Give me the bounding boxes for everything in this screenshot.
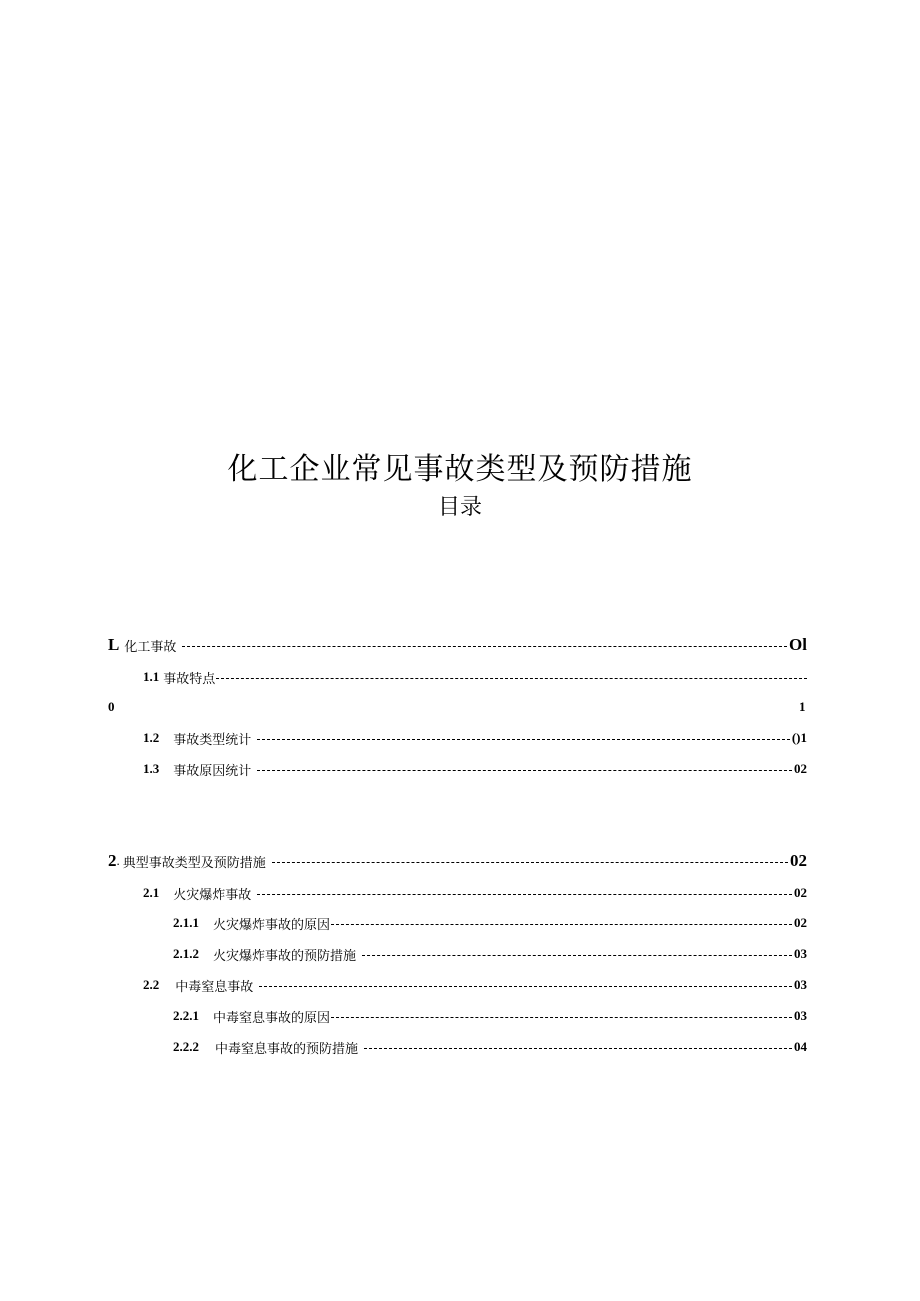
toc-entry-2[interactable] — [108, 850, 807, 872]
toc-page-number: 02 — [794, 915, 807, 930]
toc-page-number: Ol — [789, 635, 807, 654]
toc-entry-1-1[interactable] — [143, 666, 807, 688]
toc-entry-2-2[interactable] — [143, 974, 807, 996]
toc-number-suffix: . — [116, 853, 120, 868]
toc-entry-1-3[interactable] — [143, 758, 807, 780]
dot-leader — [257, 770, 792, 771]
dot-leader — [216, 678, 807, 679]
toc-page-number: 02 — [794, 885, 807, 900]
toc-label: 事故原因统计 — [173, 763, 252, 779]
toc-page-number-wrapped-right: 1 — [799, 699, 806, 714]
toc-label: 火灾爆炸事故的原因 — [213, 917, 331, 933]
toc-number: 2.1 — [143, 885, 160, 900]
toc-label: 中毒窒息事故 — [175, 979, 254, 995]
toc-label: 火灾爆炸事故的预防措施 — [213, 948, 357, 964]
toc-entry-2-2-2[interactable] — [173, 1036, 807, 1058]
toc-page-number: ()1 — [791, 730, 807, 745]
toc-label: 典型事故类型及预防措施 — [122, 855, 266, 871]
toc-entry-2-2-1[interactable] — [173, 1005, 807, 1027]
toc-page-number: 02 — [790, 851, 807, 870]
dot-leader — [257, 739, 790, 740]
toc-page-number: 04 — [794, 1039, 807, 1054]
toc-number: 1.3 — [143, 761, 160, 776]
toc-number: 1.1 — [143, 669, 160, 684]
dot-leader — [331, 1017, 792, 1018]
toc-label: 火灾爆炸事故 — [173, 887, 252, 903]
toc-number: 2.1.1 — [173, 915, 199, 930]
toc-number: 2.2.2 — [173, 1039, 199, 1054]
dot-leader — [259, 986, 792, 987]
dot-leader — [272, 862, 788, 863]
dot-leader — [182, 646, 787, 647]
toc-page-number: 03 — [794, 1008, 807, 1023]
toc-number: 2 — [108, 851, 117, 870]
toc-entry-2-1-1[interactable] — [173, 912, 807, 934]
toc-number: 2.2 — [143, 977, 160, 992]
toc-number: L — [108, 635, 120, 654]
toc-page-number-wrapped-left: 0 — [108, 699, 115, 714]
toc-page-number: 03 — [794, 946, 807, 961]
toc-label: 事故特点 — [163, 671, 216, 687]
toc-entry-2-1-2[interactable] — [173, 943, 807, 965]
toc-label: 化工事故 — [124, 639, 177, 655]
toc-label: 中毒窒息事故的预防措施 — [215, 1041, 359, 1057]
toc-entry-1-2[interactable] — [143, 727, 807, 749]
dot-leader — [257, 894, 792, 895]
toc-heading: 目录 — [437, 495, 482, 520]
toc-number: 1.2 — [143, 730, 160, 745]
toc-label: 事故类型统计 — [173, 732, 252, 748]
dot-leader — [331, 924, 792, 925]
toc-entry-1[interactable] — [108, 634, 807, 656]
dot-leader — [364, 1048, 792, 1049]
dot-leader — [362, 955, 792, 956]
toc-entry-2-1[interactable] — [143, 882, 807, 904]
toc-page-number: 02 — [794, 761, 807, 776]
toc-number: 2.2.1 — [173, 1008, 199, 1023]
toc-label: 中毒窒息事故的原因 — [213, 1010, 331, 1026]
toc-number: 2.1.2 — [173, 946, 199, 961]
document-title: 化工企业常见事故类型及预防措施 — [227, 452, 693, 487]
toc-page-number: 03 — [794, 977, 807, 992]
